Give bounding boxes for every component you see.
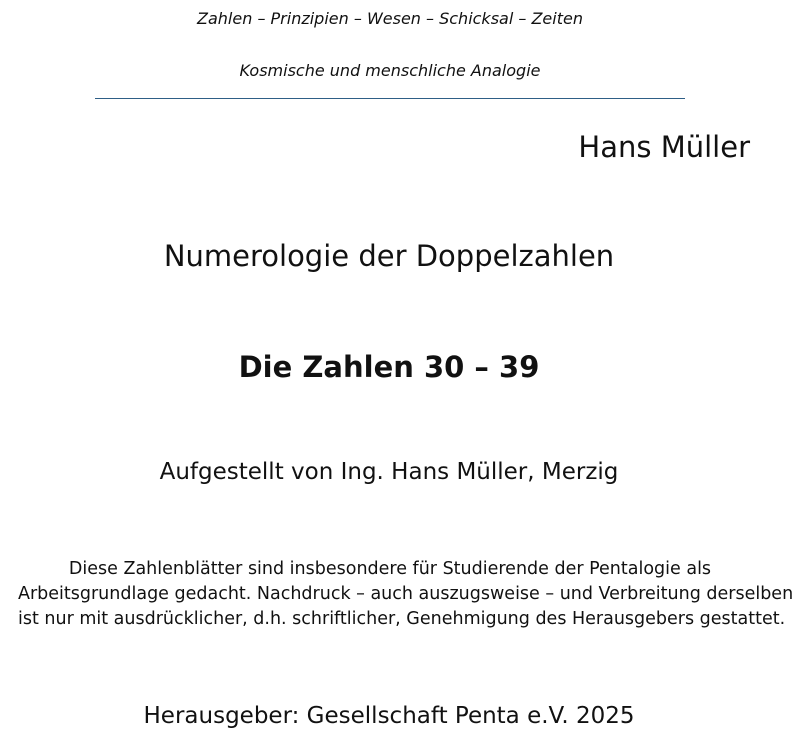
copyright-notice <box>18 557 794 632</box>
header-subtitle-second: Kosmische und menschliche Analogie <box>239 61 541 80</box>
header-divider <box>95 98 685 99</box>
compiled-by-line: Aufgestellt von Ing. Hans Müller, Merzig <box>159 459 619 485</box>
author-name: Hans Müller <box>578 130 750 164</box>
notice-line: Diese Zahlenblätter sind insbesondere für Studierende der Pentalogie als <box>68 559 712 579</box>
header-subtitle-top: Zahlen – Prinzipien – Wesen – Schicksal – Zeiten <box>197 9 583 28</box>
page-title: Numerologie der Doppelzahlen <box>163 239 615 273</box>
notice-line: ist nur mit ausdrücklicher, d.h. schriftlicher, Genehmigung des Herausgebers gestattet. <box>18 609 786 629</box>
notice-line: Arbeitsgrundlage gedacht. Nachdruck – auch auszugsweise – und Verbreitung derselben <box>18 584 794 604</box>
publisher-line: Herausgeber: Gesellschaft Penta e.V. 2025 <box>143 703 635 729</box>
section-title: Die Zahlen 30 – 39 <box>238 350 540 384</box>
